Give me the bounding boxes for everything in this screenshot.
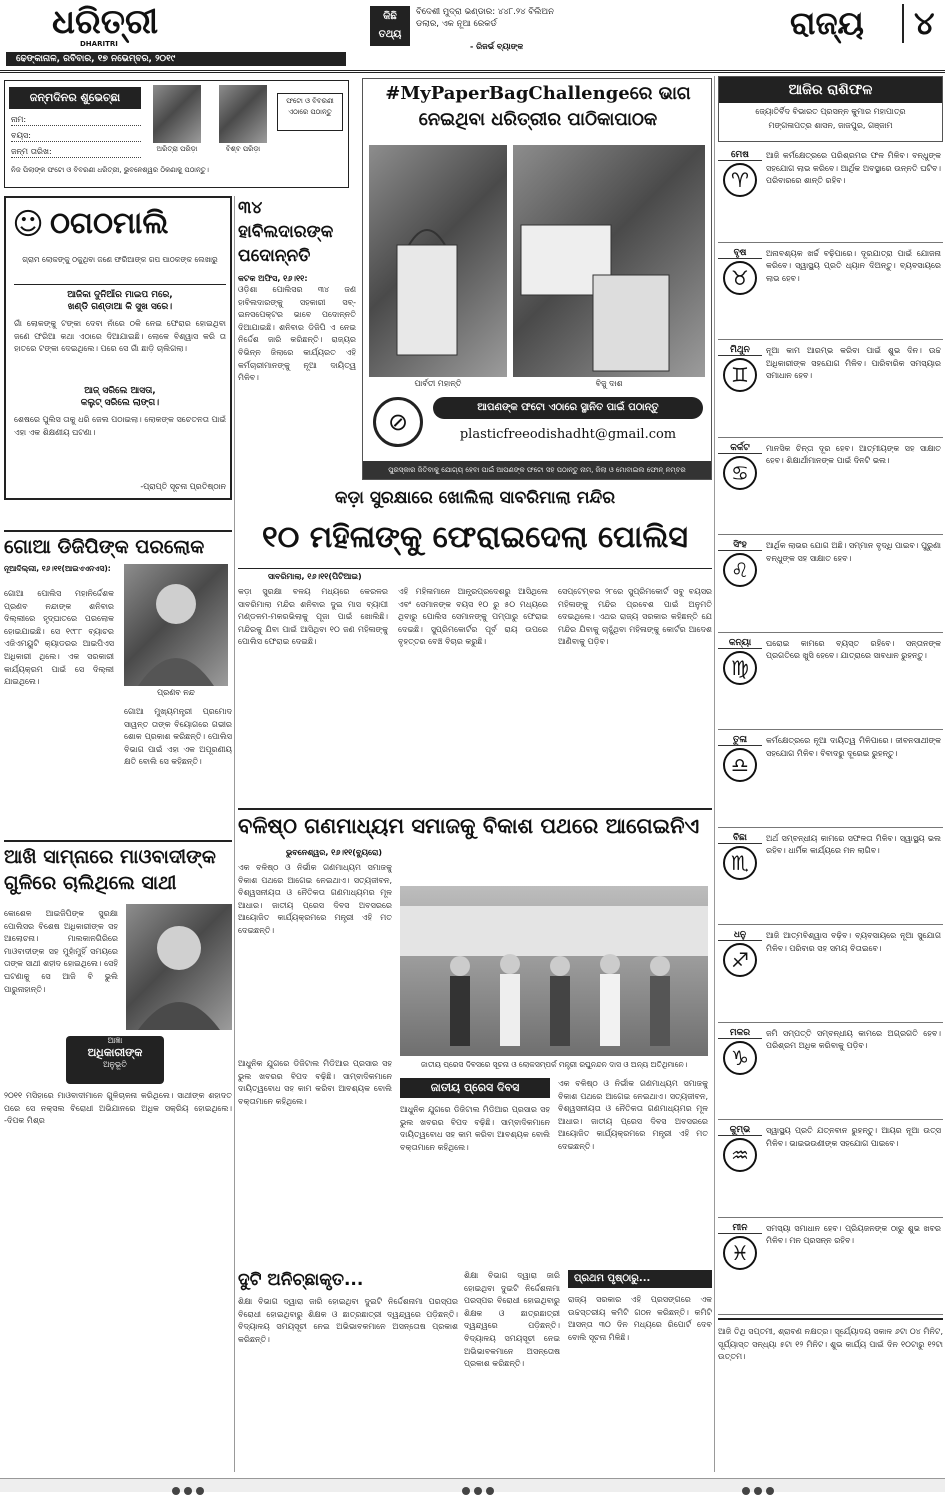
- no-plastic-icon: ⊘: [373, 397, 423, 447]
- pratham-label: ପ୍ରଥମ ପୃଷ୍ଠାରୁ...: [568, 1270, 712, 1288]
- havildar-story: [238, 196, 356, 500]
- rashi-sign: [718, 150, 762, 197]
- rashi-text: ଆଜି ଆତ୍ମବିଶ୍ୱାସ ବଢ଼ିବ। ବ୍ୟବସାୟରେ ନୂଆ ସୁଯୋଗ ମିଳିବ। ପରିବାର ସହ ସମୟ ବିତାଇବେ।: [766, 931, 941, 953]
- rashi-text: ସମସ୍ୟା ସମାଧାନ ହେବ। ପ୍ରିୟଜନଙ୍କ ଠାରୁ ଶୁଭ ଖବର ମିଳିବ। ମନ ପ୍ରସନ୍ନ ରହିବ।: [766, 1223, 941, 1246]
- birthday-note: ନିଜ ପିଲାଙ୍କ ଫଟୋ ଓ ବିବରଣୀ ଧରିତ୍ରୀ, ଭୁବନେଶ୍ୱର ଠିକଣାକୁ ପଠାନ୍ତୁ।: [11, 166, 209, 174]
- anichha-title: ଦୁଟି ଅନିଚ୍ଛାକୃତ...: [238, 1270, 364, 1290]
- badge-bot: ଅନୁଭୂତି: [103, 1060, 127, 1069]
- rashi-text: ଜମି ସମ୍ପତ୍ତି ସମ୍ବନ୍ଧୀୟ କାମରେ ଅଗ୍ରଗତି ହେବ। ପରିଶ୍ରମ ଅଧିକ କରିବାକୁ ପଡ଼ିବ।: [766, 1028, 941, 1051]
- press-photo-caption: ଜାତୀୟ ପ୍ରେସ ଦିବସରେ ସୂଚନା ଓ ଲୋକସମ୍ପର୍କ ମନ୍ତ୍ରୀ ରଘୁନନ୍ଦନ ଦାସ ଓ ଅନ୍ୟ ଅତିଥିମାନେ।: [420, 1060, 688, 1069]
- havildar-body: ଓଡ଼ିଶା ପୋଲିସର ୩୪ ଜଣ ହାବିଲଦାରଙ୍କୁ ସହକାରୀ ସବ୍-ଇନସପେକ୍ଟର ଭାବେ ପଦୋନ୍ନତି ଦିଆଯାଇଛି। ଶନିବାର ଡିଜିପି ଏ ନେଇ ନିର୍ଦ୍ଦେଶ ଜାରି କରିଛନ୍ତି। ରାଜ୍ୟର ବିଭିନ୍ନ ଜିଲାରେ କାର୍ଯ୍ୟରତ ଏହି କର୍ମଚାରୀମାନଙ୍କୁ ନୂଆ ଦାୟିତ୍ୱ ମିଳିବ।: [238, 285, 356, 383]
- rashi-sign: [718, 833, 762, 880]
- rashifal-header: [718, 76, 943, 142]
- rashi-row: [718, 538, 943, 633]
- rashi-name: ସିଂହ: [718, 540, 762, 551]
- press-title: ବଳିଷ୍ଠ ଗଣମାଧ୍ୟମ ସମାଜକୁ ବିକାଶ ପଥରେ ଆଗେଇନିଏ: [238, 808, 712, 839]
- paperbag-title-2: ନେଇଥିବା ଧରିତ୍ରୀର ପାଠିକାପାଠକ: [418, 109, 658, 130]
- rashi-row: [718, 1123, 943, 1218]
- rashi-text: ଆଜି କର୍ମକ୍ଷେତ୍ରରେ ପରିଶ୍ରମର ଫଳ ମିଳିବ। ବନ୍ଧୁଙ୍କ ସହଯୋଗ ଲାଭ କରିବେ। ଆର୍ଥିକ ଅବସ୍ଥାରେ ଉନ୍ନତି ଘଟିବ। ପରିବାରରେ ଶାନ୍ତି ରହିବ।: [766, 151, 941, 186]
- paperbag-send-banner: ଆପଣଙ୍କ ଫଟୋ ଏଠାରେ ସ୍ଥାନିତ ପାଇଁ ପଠାନ୍ତୁ: [433, 397, 703, 419]
- havildar-dateline: କଟକ ଅଫିସ, ୧୬।୧୧:: [238, 274, 308, 283]
- maoist-badge: [66, 1036, 164, 1084]
- footer-dots-1: [170, 1480, 206, 1499]
- zodiac-icon: ♑: [723, 1041, 757, 1075]
- rashifal-title: ଆଜିର ରାଶିଫଳ: [719, 77, 942, 103]
- bag-illustration-2: [513, 145, 705, 377]
- maoist-title-1: ଆଖି ସାମ୍ନାରେ ମାଓବାଦୀଙ୍କ: [4, 840, 232, 868]
- dot-1: [172, 1487, 180, 1495]
- masthead: [0, 0, 945, 70]
- rashi-row: [718, 246, 943, 341]
- sabarimala-body-1: କଡ଼ା ସୁରକ୍ଷା ବଳୟ ମଧ୍ୟରେ କେରଳର ସାବରିମାଲା ମନ୍ଦିର ଶନିବାର ଦୁଇ ମାସ ବ୍ୟାପୀ ମଣ୍ଡଳମ-ମକରଭିଲାକୁ ପୂଜା ପାଇଁ ଖୋଲିଛି। ମନ୍ଦିରକୁ ଯିବା ପାଇଁ ଆସିଥିବା ୧୦ ଜଣ ମହିଳାଙ୍କୁ ପୋଲିସ ଫେରାଇ ଦେଇଛି।: [238, 587, 388, 647]
- rashi-name: ତୁଳା: [718, 735, 762, 746]
- rashi-name: ବୃଷ: [718, 248, 762, 259]
- column-rule-1: [234, 196, 235, 1472]
- birthday-photo-1: [153, 85, 201, 143]
- zodiac-icon: ♉: [723, 261, 757, 295]
- paperbag-photo-1: [369, 145, 507, 377]
- rashi-text: ଅନାବଶ୍ୟକ ଖର୍ଚ୍ଚ ବଢ଼ିପାରେ। ଦୂରଯାତ୍ରା ପାଇଁ ଯୋଜନା କରିବେ। ସ୍ୱାସ୍ଥ୍ୟ ପ୍ରତି ଧ୍ୟାନ ଦିଅନ୍ତୁ। ବ୍ୟବସାୟରେ ଲାଭ ହେବ।: [766, 248, 941, 283]
- maoist-photo: [126, 904, 232, 1030]
- rashi-name: ବିଛା: [718, 833, 762, 844]
- dot-4: [462, 1487, 470, 1495]
- paperbag-photo-2: [513, 145, 705, 377]
- rashi-row: [718, 343, 943, 438]
- masthead-logo-sub: DHARITRI: [80, 40, 118, 48]
- pratham-story: [464, 1270, 712, 1472]
- goa-body: ଗୋଆ ପୋଲିସ ମହାନିର୍ଦ୍ଦେଶକ ପ୍ରଣବ ନନ୍ଦାଙ୍କ ଶନିବାର ଦିଲ୍ଲୀରେ ହୃଦ୍‌ଘାତରେ ପରଲୋକ ହୋଇଯାଇଛି। ସେ ୧୯୮୮ ବ୍ୟାଚର ଏଜିଏମୟୁଟି କ୍ୟାଡରର ଆଇପିଏସ ଅଧିକାରୀ ଥିଲେ। ଏକ ସରକାରୀ କାର୍ଯ୍ୟକ୍ରମ ପାଇଁ ସେ ଦିଲ୍ଲୀ ଯାଇଥିଲେ।: [4, 589, 114, 687]
- pratham-body-2: ରାଜ୍ୟ ସରକାର ଏହି ପ୍ରସଙ୍ଗରେ ଏକ ଉଚ୍ଚସ୍ତରୀୟ କମିଟି ଗଠନ କରିଛନ୍ତି। କମିଟି ଆସନ୍ତା ୩୦ ଦିନ ମଧ୍ୟରେ ରିପୋର୍ଟ ଦେବ ବୋଲି ସୂଚନା ମିଳିଛି।: [568, 1295, 712, 1342]
- sabarimala-story: [238, 488, 712, 800]
- rashi-text: ଆର୍ଥିକ ଲାଭର ଯୋଗ ଅଛି। ସମ୍ମାନ ବୃଦ୍ଧି ପାଇବ। ପୁରୁଣା ବନ୍ଧୁଙ୍କ ସହ ସାକ୍ଷାତ ହେବ।: [766, 541, 941, 563]
- tathya-label: ତଥ୍ୟ: [378, 29, 402, 40]
- thagamali-rule: [14, 284, 226, 285]
- rashi-text: କର୍ମକ୍ଷେତ୍ରରେ ନୂଆ ଦାୟିତ୍ୱ ମିଳିପାରେ। ଜୀବନସାଥୀଙ୍କ ସହଯୋଗ ମିଳିବ। ବିବାଦରୁ ଦୂରେଇ ରୁହନ୍ତୁ।: [766, 736, 941, 758]
- rashi-row: [718, 1221, 943, 1316]
- dot-3: [196, 1487, 204, 1495]
- rashi-sign: [718, 930, 762, 977]
- goa-photo: [124, 564, 228, 686]
- rashifal-subtitle-2: ମଙ୍ଗଳାପତ୍ର ଶାସନ, ଜାଜପୁର, ଗଞ୍ଜାମ: [768, 121, 893, 130]
- zodiac-icon: ♌: [723, 553, 757, 587]
- maoist-story: [4, 840, 232, 1472]
- zodiac-icon: ♎: [723, 748, 757, 782]
- birthday-stamp: ଫଟୋ ଓ ବିବରଣୀ ଏଠାରେ ପଠାନ୍ତୁ: [277, 93, 343, 131]
- press-dateline: ଭୁବନେଶ୍ୱର, ୧୬।୧୧(ବ୍ୟୁରୋ): [286, 848, 383, 857]
- press-story: [238, 808, 712, 1228]
- rashi-sign: [718, 735, 762, 782]
- rashi-text: ମାନସିକ ଚିନ୍ତା ଦୂର ହେବ। ଆତ୍ମୀୟଙ୍କ ସହ ସାକ୍ଷାତ ହେବ। ଶିକ୍ଷାର୍ଥୀମାନଙ୍କ ପାଇଁ ଦିନଟି ଭଲ।: [766, 443, 941, 466]
- press-event-illustration: [400, 886, 708, 1056]
- press-body-2c: ଏକ ବଳିଷ୍ଠ ଓ ନିର୍ଭୀକ ଗଣମାଧ୍ୟମ ସମାଜକୁ ବିକାଶ ପଥରେ ଆଗେଇ ନେଇଥାଏ। ସତ୍ୟଜୀବନ, ବିଶ୍ୱସନୀୟତା ଓ ନୈତିକତା ଗଣମାଧ୍ୟମର ମୂଳ ଆଧାର। ଜାତୀୟ ପ୍ରେସ ଦିବସ ଅବସରରେ ଆୟୋଜିତ କାର୍ଯ୍ୟକ୍ରମରେ ମନ୍ତ୍ରୀ ଏହି ମତ ଦେଇଛନ୍ତି।: [558, 1079, 708, 1151]
- maoist-title-2: ଗୁଳିରେ ଚାଲିଥିଲେ ସାଥୀ: [4, 872, 177, 894]
- thagamali-credit: -ପ୍ରାପ୍ତି ସୂଚନା ପ୍ରତିଷ୍ଠାନ: [140, 482, 226, 491]
- havildar-title: ୩୪ ହାବିଲଦାରଙ୍କ ପଦୋନ୍ନତି: [238, 198, 334, 266]
- rashi-sign: [718, 443, 762, 490]
- birthday-field-name: ନାମ:: [11, 115, 141, 126]
- rashi-sign: [718, 1223, 762, 1270]
- zodiac-icon: ♊: [723, 358, 757, 392]
- dot-9: [766, 1487, 774, 1495]
- dot-2: [184, 1487, 192, 1495]
- anichha-story: [238, 1270, 458, 1472]
- officer-silhouette: [126, 904, 232, 1030]
- press-body-2b: ଆଧୁନିକ ଯୁଗରେ ଡିଜିଟାଲ ମିଡିଆର ପ୍ରସାର ସହ ଭୁଲ ଖବରର ବିପଦ ବଢ଼ିଛି। ସାମ୍ବାଦିକମାନେ ଦାୟିତ୍ୱବୋଧ ସହ କାମ କରିବା ଆବଶ୍ୟକ ବୋଲି ବକ୍ତାମାନେ କହିଥିଲେ।: [400, 1105, 550, 1152]
- footer-dots-3: [740, 1480, 776, 1499]
- zodiac-icon: ♓: [723, 1236, 757, 1270]
- press-body-2a: ଆଧୁନିକ ଯୁଗରେ ଡିଜିଟାଲ ମିଡିଆର ପ୍ରସାର ସହ ଭୁଲ ଖବରର ବିପଦ ବଢ଼ିଛି। ସାମ୍ବାଦିକମାନେ ଦାୟିତ୍ୱବୋଧ ସହ କାମ କରିବା ଆବଶ୍ୟକ ବୋଲି ବକ୍ତାମାନେ କହିଥିଲେ।: [238, 1059, 392, 1106]
- zodiac-icon: ♍: [723, 651, 757, 685]
- goa-dateline: ନୂଆଦିଲ୍ଲୀ, ୧୬।୧୧(ଆଇଏଏନଏସ):: [4, 564, 111, 573]
- goa-photo-caption: ପ୍ରଣବ ନନ୍ଦ: [157, 688, 195, 697]
- birthday-title: ଜନ୍ମଦିନର ଶୁଭେଚ୍ଛା: [9, 87, 141, 109]
- rashi-sign: [718, 1125, 762, 1172]
- rashi-text: ନୂଆ କାମ ଆରମ୍ଭ କରିବା ପାଇଁ ଶୁଭ ଦିନ। ଉଚ୍ଚ ଅଧିକାରୀଙ୍କ ସହଯୋଗ ମିଳିବ। ପାରିବାରିକ ସମସ୍ୟାର ସମାଧାନ ହେବ।: [766, 346, 941, 381]
- rashi-sign: [718, 1028, 762, 1075]
- rashi-text: ଅର୍ଥ ସମ୍ବନ୍ଧୀୟ କାମରେ ସଫଳତା ମିଳିବ। ସ୍ୱାସ୍ଥ୍ୟ ଭଲ ରହିବ। ଧାର୍ମିକ କାର୍ଯ୍ୟରେ ମନ ଲାଗିବ।: [766, 833, 941, 856]
- pratham-body-1: ଶିକ୍ଷା ବିଭାଗ ଦ୍ୱାରା ଜାରି ହୋଇଥିବା ଦୁଇଟି ନିର୍ଦ୍ଦେଶନାମା ପରସ୍ପର ବିରୋଧୀ ହୋଇଥିବାରୁ ଶିକ୍ଷକ ଓ ଛାତ୍ରଛାତ୍ରୀ ଦ୍ୱନ୍ଦ୍ୱରେ ପଡ଼ିଛନ୍ତି। ବିଦ୍ୟାଳୟ ସମୟସୂଚୀ ନେଇ ଅଭିଭାବକମାନେ ଅସନ୍ତୋଷ ପ୍ରକାଶ କରିଛନ୍ତି।: [464, 1271, 560, 1369]
- rashi-name: କର୍କଟ: [718, 443, 762, 454]
- rashi-row: [718, 636, 943, 731]
- dot-8: [754, 1487, 762, 1495]
- rashi-sign: [718, 638, 762, 685]
- birthday-photo-2-caption: ବିଶ୍ବ ପରିଡ଼ା: [225, 145, 261, 153]
- zodiac-icon: ♏: [723, 846, 757, 880]
- rashifal-subtitle: ଜ୍ୟୋତିର୍ବିଦ ବିଭାରତ ପ୍ରସନ୍ନ କୁମାର ମହାପାତ୍ର: [755, 107, 906, 116]
- rashi-name: ଧନୁ: [718, 930, 762, 941]
- section-title: ରାଜ୍ୟ: [790, 4, 864, 42]
- dot-6: [486, 1487, 494, 1495]
- rashi-name: କୁମ୍ଭ: [718, 1125, 762, 1136]
- rashi-row: [718, 148, 943, 243]
- rashi-row: [718, 831, 943, 926]
- sabarimala-kicker: କଡ଼ା ସୁରକ୍ଷାରେ ଖୋଲିଲା ସାବରିମାଲା ମନ୍ଦିର: [334, 488, 616, 508]
- thagamali-body2: ଶେଷରେ ପୁଲିସ ତାକୁ ଧରି ଜେଲ ପଠାଇଲା। ଲୋକଙ୍କ ସଚେତନତା ପାଇଁ ଏହା ଏକ ଶିକ୍ଷଣୀୟ ଘଟଣା।: [14, 415, 226, 437]
- portrait-silhouette: [124, 564, 228, 686]
- goa-title: ଗୋଆ ଡିଜିପିଙ୍କ ପରଲୋକ: [4, 530, 232, 558]
- masthead-rule: [0, 70, 945, 73]
- zodiac-icon: ♒: [723, 1138, 757, 1172]
- thagamali-head3: ଆଜ୍ ସରିଲେ ଆସତା,: [84, 386, 156, 396]
- badge-mid: ଅଧିକାରୀଙ୍କ: [87, 1046, 143, 1059]
- maoist-body-2: ୨୦୧୧ ମସିହାରେ ମାଓବାଦୀମାନେ ଗୁଳିଚାଳନା କରିଥିଲେ। ସାଥୀଙ୍କ ଶହାଦତ ପରେ ସେ ନକ୍ସଲ ବିରୋଧୀ ଅଭିଯାନରେ ଅଧିକ ସକ୍ରିୟ ହୋଇଥିଲେ। -ଦିପକ ମିଶ୍ର: [4, 1091, 232, 1126]
- fact-source: - ରିଜର୍ଭ ବ୍ୟାଙ୍କ: [470, 42, 524, 51]
- thagamali-body: ଗାଁ ଲୋକଙ୍କୁ ଟଙ୍କା ଦେବା ନାଁରେ ଠକି ନେଇ ଫେରାର ହୋଇଥିବା ଜଣେ ଫରିଆ କଥା ଏଠାରେ ଦିଆଯାଇଛି। ଲୋକେ ବିଶ୍ୱାସ କରି ତା ହାତରେ ଟଙ୍କା ଦେଇଥିଲେ। ପରେ ସେ ଗାଁ ଛାଡ଼ି ଚାଲିଗଲା।: [14, 319, 226, 354]
- masthead-logo: ଧରିତ୍ରୀ: [52, 2, 159, 42]
- sabarimala-body-2: ଏହି ମହିଳାମାନେ ଆନ୍ଧ୍ରପ୍ରଦେଶରୁ ଆସିଥିଲେ ଏବଂ ସେମାନଙ୍କ ବୟସ ୧୦ ରୁ ୫୦ ମଧ୍ୟରେ ଥିବାରୁ ପୋଲିସ ସେମାନଙ୍କୁ ପମ୍ପାରୁ ଫେରାଇ ଦେଇଛି। ସୁପ୍ରିମକୋର୍ଟର ପୂର୍ବ ରାୟ ଉପରେ ବୃହତ୍ତର ବେଞ୍ଚ ବିଚାର କରୁଛି।: [398, 587, 548, 647]
- kichhi-label: କିଛି: [383, 11, 397, 22]
- thagamali-head4: କଲୁଟ୍ ସରିଲେ ଲାଙ୍ଗ।: [80, 398, 160, 408]
- rashi-row: [718, 733, 943, 828]
- paperbag-box: [362, 78, 712, 480]
- panjika-text: ଆଜି ତିଥି ସପ୍ତମୀ, ଶ୍ରାବଣ ନକ୍ଷତ୍ର। ସୂର୍ଯ୍ୟୋଦୟ ସକାଳ ୬ଟା ୦୪ ମିନିଟ, ସୂର୍ଯ୍ୟାସ୍ତ ସନ୍ଧ୍ୟା ୫ଟା ୧୨ ମିନିଟ। ଶୁଭ କାର୍ଯ୍ୟ ପାଇଁ ଦିନ ୧୦ଟାରୁ ୧୨ଟା ଉତ୍ତମ।: [718, 1318, 943, 1472]
- zodiac-icon: ♈: [723, 163, 757, 197]
- rashi-row: [718, 1026, 943, 1121]
- page-number: ୪: [902, 4, 935, 43]
- zodiac-icon: ♋: [723, 456, 757, 490]
- rashi-name: ମକର: [718, 1028, 762, 1039]
- rashi-name: ମିଥୁନ: [718, 345, 762, 356]
- rashi-text: ଘରୋଇ କାମରେ ବ୍ୟସ୍ତ ରହିବେ। ସନ୍ତାନଙ୍କ ପ୍ରଗତିରେ ଖୁସି ହେବେ। ଯାତ୍ରାରେ ସାବଧାନ ରୁହନ୍ତୁ।: [766, 638, 941, 661]
- sabarimala-title: ୧୦ ମହିଳାଙ୍କୁ ଫେରାଇଦେଲା ପୋଲିସ: [261, 520, 688, 555]
- anichha-body: ଶିକ୍ଷା ବିଭାଗ ଦ୍ୱାରା ଜାରି ହୋଇଥିବା ଦୁଇଟି ନିର୍ଦ୍ଦେଶନାମା ପରସ୍ପର ବିରୋଧୀ ହୋଇଥିବାରୁ ଶିକ୍ଷକ ଓ ଛାତ୍ରଛାତ୍ରୀ ଦ୍ୱନ୍ଦ୍ୱରେ ପଡ଼ିଛନ୍ତି। ବିଦ୍ୟାଳୟ ସମୟସୂଚୀ ନେଇ ଅଭିଭାବକମାନେ ଅସନ୍ତୋଷ ପ୍ରକାଶ କରିଛନ୍ତି।: [238, 1297, 458, 1344]
- thagamali-intro: ଗ୍ରାମ ଲୋକଙ୍କୁ ଠକୁଥିବା ଜଣେ ଫରିଆଙ୍କ ଗପ ପାଠକଙ୍କ ଲେଖାରୁ: [22, 255, 218, 264]
- rashi-sign: [718, 540, 762, 587]
- birthday-photo-1-caption: ଅରିତ୍ରା ପରିଡ଼ା: [156, 145, 198, 153]
- paperbag-title-1: #MyPaperBagChallengeରେ ଭାଗ: [385, 83, 691, 104]
- maoist-body: କୋଶେଳ ଆଇଜିପିଙ୍କ ସୁରକ୍ଷା ପୋଲିସର ବିଶେଷ ଅଧିକାରୀଙ୍କ ସହ ଆଲୋଚନା। ମାଲକାନଗିରିରେ ମାଓବାଦୀଙ୍କ ସହ ମୁହାଁମୁହିଁ ସମୟରେ ତାଙ୍କ ସାଥୀ ଶହୀଦ ହୋଇଥିଲେ। ସେହି ଘଟଣାକୁ ସେ ଆଜି ବି ଭୁଲି ପାରୁନାହାନ୍ତି।: [4, 909, 118, 994]
- thagamali-box: [4, 196, 232, 500]
- kichhi-tathya-badge: [370, 6, 410, 46]
- zodiac-icon: ♐: [723, 943, 757, 977]
- birthday-photo-2: [219, 85, 267, 143]
- goa-body-2: ଗୋଆ ମୁଖ୍ୟମନ୍ତ୍ରୀ ପ୍ରମୋଦ ସାୱନ୍ତ ତାଙ୍କ ବିୟୋଗରେ ଗଭୀର ଶୋକ ପ୍ରକାଶ କରିଛନ୍ତି। ପୋଲିସ ବିଭାଗ ପାଇଁ ଏହା ଏକ ଅପୂରଣୀୟ କ୍ଷତି ବୋଲି ସେ କହିଛନ୍ତି।: [124, 707, 232, 767]
- thagamali-title: ଠଗଠମାଲି: [50, 206, 169, 241]
- sabarimala-body-3: ସେପ୍ଟେମ୍ବର ୨୮ରେ ସୁପ୍ରିମକୋର୍ଟ ସବୁ ବୟସର ମହିଳାଙ୍କୁ ମନ୍ଦିର ପ୍ରବେଶ ପାଇଁ ଅନୁମତି ଦେଇଥିଲେ। ଏଥର ରାଜ୍ୟ ସରକାର କହିଛନ୍ତି ଯେ ମନ୍ଦିର ଯିବାକୁ ଚାହୁଁଥିବା ମହିଳାଙ୍କୁ କୋର୍ଟର ଆଦେଶ ଆଣିବାକୁ ପଡ଼ିବ।: [558, 587, 712, 647]
- rashi-name: ମେଷ: [718, 150, 762, 161]
- thagamali-head2: ଖଣ୍ଡି ଗଣ୍ଡାଆ କି ସୁଖ ସରେ।: [67, 302, 173, 312]
- fact-text: ବିଦେଶୀ ମୁଦ୍ରା ଭଣ୍ଡାର: ୪୪୮.୨୪ ବିଲିଅନ ଡଲାର, ଏକ ନୂଆ ରେକର୍ଡ: [416, 7, 554, 29]
- thagamali-logo-icon: ☺: [12, 207, 44, 242]
- rashi-sign: [718, 248, 762, 295]
- birthday-field-dob: ଜନ୍ମ ତାରିଖ:: [11, 147, 141, 158]
- sabarimala-dateline: ସାବରିମାଲା, ୧୬।୧୧(ପିଟିଆଇ): [268, 572, 362, 581]
- press-photo: [400, 886, 708, 1056]
- rashi-name: ମୀନ: [718, 1223, 762, 1234]
- paperbag-caption-1: ପାର୍ବତୀ ମହାନ୍ତି: [414, 379, 462, 388]
- dot-5: [474, 1487, 482, 1495]
- sabarimala-rule: [238, 568, 712, 569]
- rashi-name: କନ୍ୟା: [718, 638, 762, 649]
- paperbag-email[interactable]: plasticfreeodishadht@gmail.com: [459, 427, 677, 442]
- thagamali-head1: ଆଜିକା ଦୁନିଆଁର ମାଇପ ମରେ,: [67, 290, 173, 300]
- birthday-box: [4, 80, 349, 188]
- goa-story: [4, 530, 232, 830]
- birthday-field-age: ବୟସ:: [11, 131, 141, 142]
- dateline-bar: ଢେଙ୍କାନାଳ, ରବିବାର, ୧୭ ନଭେମ୍ବର, ୨୦୧୯: [6, 52, 346, 66]
- footer-dots-2: [460, 1480, 496, 1499]
- press-body: ଏକ ବଳିଷ୍ଠ ଓ ନିର୍ଭୀକ ଗଣମାଧ୍ୟମ ସମାଜକୁ ବିକାଶ ପଥରେ ଆଗେଇ ନେଇଥାଏ। ସତ୍ୟଜୀବନ, ବିଶ୍ୱସନୀୟତା ଓ ନୈତିକତା ଗଣମାଧ୍ୟମର ମୂଳ ଆଧାର। ଜାତୀୟ ପ୍ରେସ ଦିବସ ଅବସରରେ ଆୟୋଜିତ କାର୍ଯ୍ୟକ୍ରମରେ ମନ୍ତ୍ରୀ ଏହି ମତ ଦେଇଛନ୍ତି।: [238, 863, 392, 935]
- rashi-text: ସ୍ୱାସ୍ଥ୍ୟ ପ୍ରତି ଯତ୍ନବାନ ରୁହନ୍ତୁ। ଆୟର ନୂଆ ଉତ୍ସ ମିଳିବ। ଭାଇଭଉଣୀଙ୍କ ସହଯୋଗ ପାଇବେ।: [766, 1126, 941, 1148]
- rashi-row: [718, 928, 943, 1023]
- badge-top: ଆଜ୍ଞା: [107, 1036, 123, 1045]
- rashi-row: [718, 441, 943, 536]
- dot-7: [742, 1487, 750, 1495]
- column-rule-2: [714, 76, 715, 1472]
- press-label: ଜାତୀୟ ପ୍ରେସ ଦିବସ: [400, 1078, 550, 1098]
- rashi-sign: [718, 345, 762, 392]
- paperbag-note: ପୁରସ୍କାର ଜିତିବାକୁ ଯୋଗ୍ୟ ହେବା ପାଇଁ ଆପଣଙ୍କ ଫଟୋ ସହ ପଠାନ୍ତୁ ନାମ, ଜିଲା ଓ ମୋବାଇଲ ଫୋନ୍ ନମ୍ବର: [363, 461, 711, 479]
- paperbag-caption-2: ବିଜୁ ଦାଶ: [595, 379, 623, 388]
- bag-illustration-1: [369, 145, 507, 377]
